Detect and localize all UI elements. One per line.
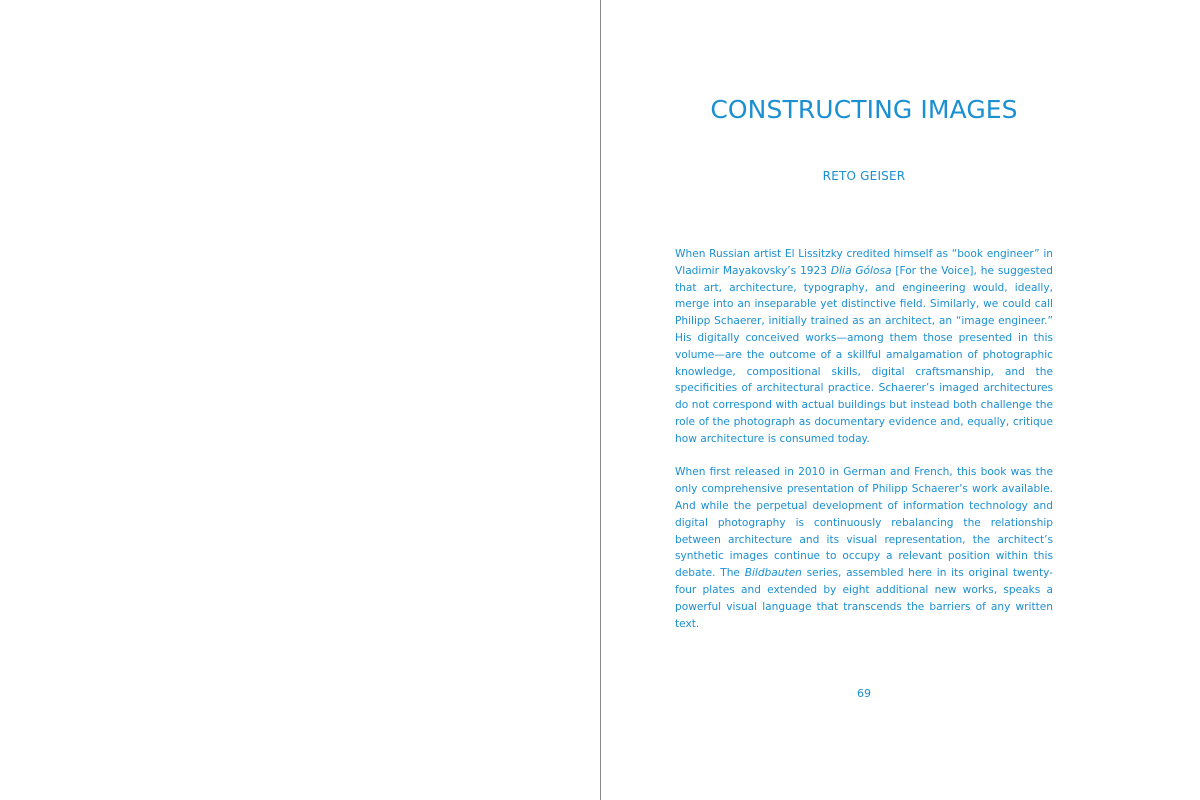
paragraph-1-text-b: [For the Voice], he suggested that art, architecture, typography, and engineering would, ideally, merge into an inseparable yet distinctive field. Similarly, we could call Philipp Schaerer, initially trained as an architect, an “image engineer.” His digitally conceived works—among them those presented in this volume—are the outcome of a skillful amalgamation of photographic knowledge, compositional skills, digital craftsmanship, and the specificities of architectural practice. Schaerer’s imaged architectures do not correspond with actual buildings but instead both challenge the role of the photograph as documentary evidence and, equally, critique how architecture is consumed today.	[675, 264, 1053, 445]
paragraph-2	[675, 464, 1053, 632]
paragraph-2-italic-title: Bildbauten	[744, 567, 802, 580]
paragraph-1	[675, 246, 1053, 448]
paragraph-2-text-a: When first released in 2010 in German and French, this book was the only comprehensive presentation of Philipp Schaerer’s work available. And while the perpetual development of information technology and digital photography is continuously rebalancing the relationship between architecture and its visual representation, the architect’s synthetic images continue to occupy a relevant position within this debate. The	[675, 466, 1053, 580]
chapter-title-text: CONSTRUCTING IMAGES	[710, 95, 1018, 124]
page-number: 69	[857, 687, 871, 700]
author-name: RETO GEISER	[822, 169, 906, 183]
paragraph-2-text-b: series, assembled here in its original twenty-four plates and extended by eight additional new works, speaks a powerful visual language that transcends the barriers of any written text.	[675, 567, 1053, 630]
chapter-title	[675, 94, 1053, 126]
right-page	[601, 0, 1200, 800]
paragraph-1-text-a: When Russian artist El Lissitzky credited himself as “book engineer” in Vladimir Mayakovsky’s 1923	[675, 248, 1053, 277]
essay-body	[675, 246, 1053, 649]
paragraph-1-italic-title: Dlia Gólosa	[830, 264, 892, 277]
